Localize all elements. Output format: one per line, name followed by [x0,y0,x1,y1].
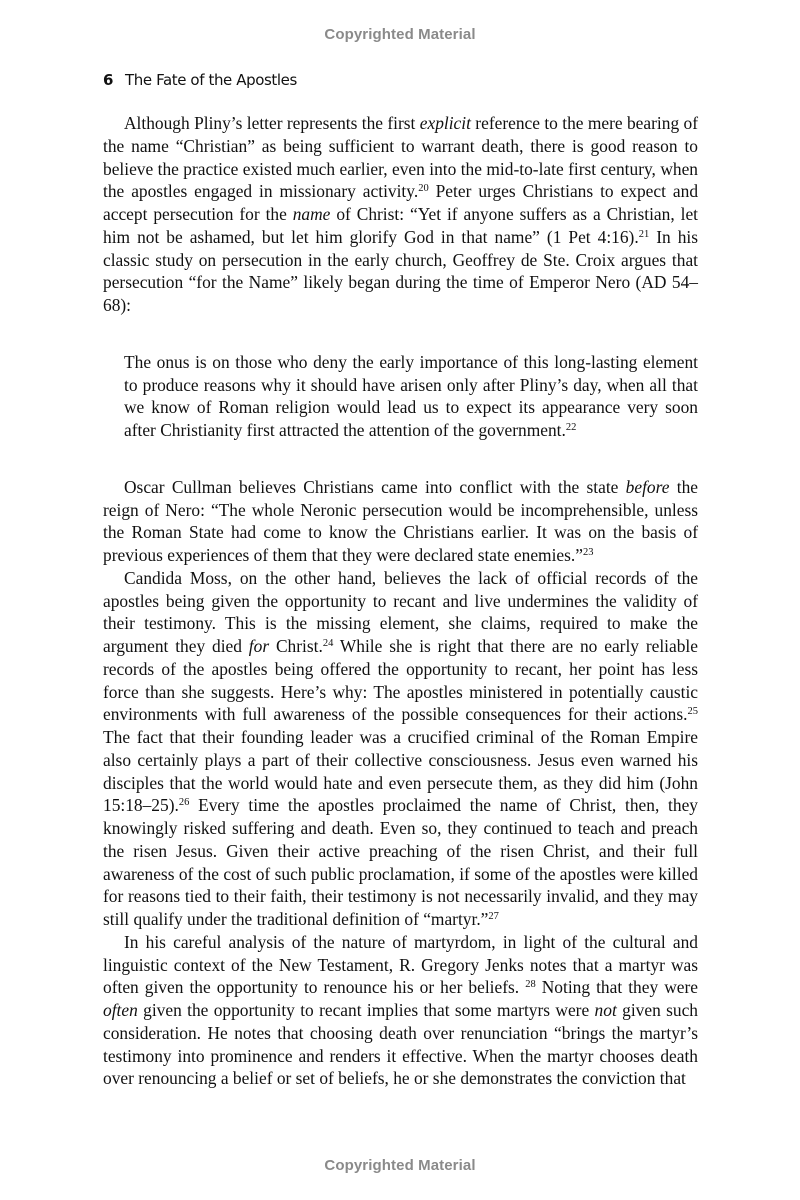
copyright-watermark-top: Copyrighted Material [324,26,476,43]
paragraph-jenks: In his careful analysis of the nature of martyrdom, in light of the cultural and linguistic context of the New Testament, R. Gregory Jenks notes that a martyr was often given the opportunity to renounce his or her beliefs. $^{28}$ Noting that they were often given the opportunity to recant implies that some martyrs were not given such consideration. He notes that choosing death over renunciation “brings the martyr’s testimony into prominence and renders it effective. When the martyr chooses death over renouncing a belief or set of beliefs, he or she demonstrates the conviction that [103,931,698,1089]
blockquote-ste-croix: The onus is on those who deny the early importance of this long-lasting element to produce reasons why it should have arisen only after Pliny’s day, when all that we know of Roman religion would lead us to expect its appearance very soon after Christianity first attracted the attention of the government.$^{22}$ [124,351,698,440]
emphasis: name [292,204,331,224]
footnote-marker: 25 [687,706,698,718]
copyright-watermark-bottom: Copyrighted Material [324,1157,476,1174]
emphasis: often [103,1000,138,1020]
footnote-marker: 22 [565,422,577,433]
book-title: The Fate of the Apostles [125,71,297,89]
footnote-marker: 21 [638,228,650,240]
paragraph-moss: Candida Moss, on the other hand, believes the lack of official records of the apostles being given the opportunity to recant and live undermines the validity of their testimony. This is the missing element, she claims, required to make the argument they died for Christ.$^{24}$ While she is right that there are no early reliable records of the apostles being offered the opportunity to recant, her point has less force than she suggests. Here’s why: The apostles ministered in potentially caustic environments with full awareness of the possible consequences for their actions.$^{25}$ The fact that their founding leader was a crucified criminal of the Roman Empire also certainly plays a part of their collective consciousness. Jesus even warned his disciples that the world would hate and even persecute them, as they did him (John 15:18–25).$^{26}$ Every time the apostles proclaimed the name of Christ, then, they knowingly risked suffering and death. Even so, they continued to teach and preach the risen Jesus. Given their active preaching of the risen Christ, and their full awareness of the cost of such public proclamation, if some of the apostles were killed for reasons tied to their faith, their testimony is not necessarily invalid, and they may still qualify under the traditional definition of “martyr.”$^{27}$ [103,567,698,929]
emphasis: before [625,476,670,497]
emphasis: not [594,1000,617,1020]
running-head [103,71,297,89]
footnote-marker: 23 [582,547,594,558]
footnote-marker: 26 [178,797,190,809]
footnote-marker: 28 [525,979,536,991]
footnote-marker: 20 [418,183,429,195]
footnote-marker: 27 [488,911,499,922]
body-text [103,112,698,1090]
paragraph-cullman: Oscar Cullman believes Christians came into conflict with the state before the reign of Nero: “The whole Neronic persecution would be incomprehensible, unless the Roman State had come to know the Christians earlier. It was on the basis of previous experiences of them that they were declared state enemies.”$^{23}$ [103,476,698,565]
emphasis: for [248,636,270,656]
paragraph-pliny: Although Pliny’s letter represents the first explicit reference to the mere bearing of the name “Christian” as being sufficient to warrant death, there is good reason to believe the practice existed much earlier, even into the mid-to-late first century, when the apostles engaged in missionary activity.$^{20}$ Peter urges Christians to expect and accept persecution for the name of Christ: “Yet if anyone suffers as a Christian, let him not be ashamed, but let him glorify God in that name” (1 Pet 4:16).$^{21}$ In his classic study on persecution in the early church, Geoffrey de Ste. Croix argues that persecution “for the Name” likely began during the time of Emperor Nero (AD 54–68): [103,113,699,315]
emphasis: explicit [419,113,471,133]
footnote-marker: 24 [322,638,334,649]
page-number: 6 [103,71,114,89]
